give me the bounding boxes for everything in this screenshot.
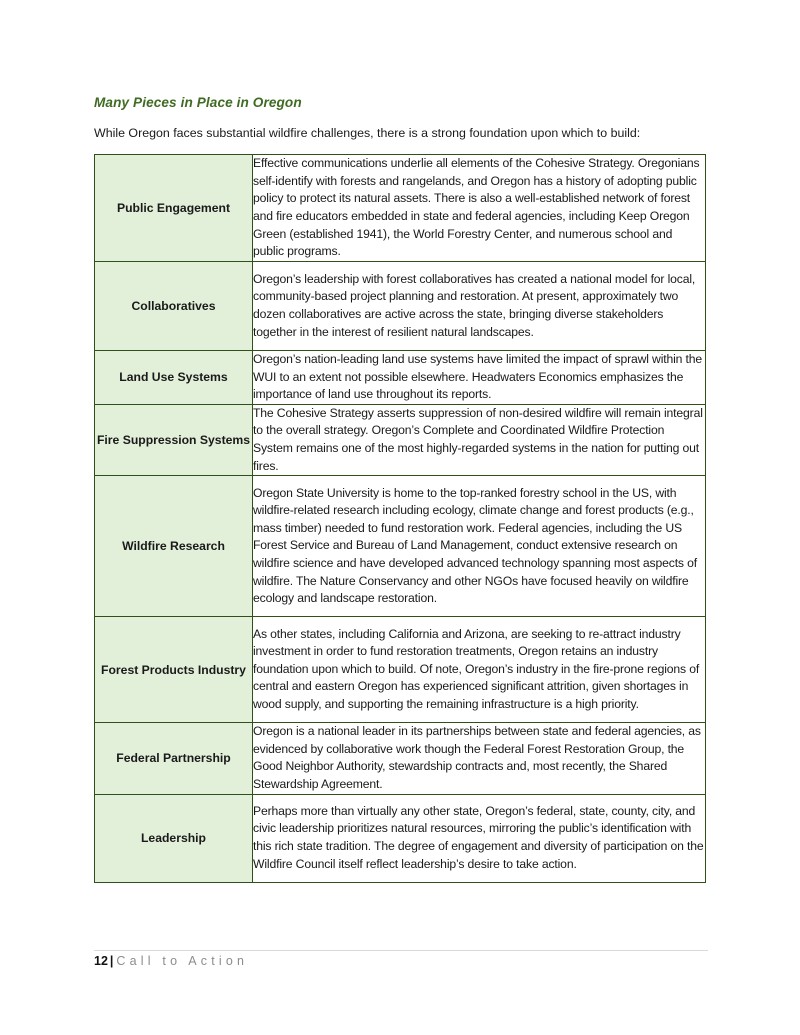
section-title: Many Pieces in Place in Oregon [94, 95, 302, 110]
row-description: The Cohesive Strategy asserts suppression of non-desired wildfire will remain integral to the overall strategy. Oregon’s Complete and Coordinated Wildfire Protection System remains one of the most highly-regarded systems in the nation for putting out fires. [253, 404, 706, 475]
page-number: 12 [94, 954, 108, 968]
row-description: Oregon’s nation-leading land use systems have limited the impact of sprawl within the WUI to an extent not possible elsewhere. Headwaters Economics emphasizes the importance of land use throughout its reports. [253, 351, 706, 405]
row-label: Land Use Systems [95, 351, 253, 405]
row-label: Public Engagement [95, 155, 253, 262]
row-label: Leadership [95, 794, 253, 882]
table-row [95, 617, 706, 723]
oregon-strengths-table [94, 154, 706, 883]
row-description: Oregon is a national leader in its partnerships between state and federal agencies, as evidenced by collaborative work though the Federal Forest Restoration Group, the Good Neighbor Authority, stewardship contracts and, most recently, the Shared Stewardship Agreement. [253, 723, 706, 794]
page-footer [94, 954, 248, 968]
row-description: Perhaps more than virtually any other state, Oregon’s federal, state, county, city, and civic leadership prioritizes natural resources, mirroring the public’s identification with this rich state tradition. The degree of engagement and diversity of participation on the Wildfire Council itself reflect leadership’s desire to take action. [253, 794, 706, 882]
row-label: Fire Suppression Systems [95, 404, 253, 475]
row-label: Wildfire Research [95, 476, 253, 617]
intro-paragraph: While Oregon faces substantial wildfire challenges, there is a strong foundation upon which to build: [94, 126, 641, 140]
footer-divider [94, 950, 708, 951]
footer-separator: | [109, 954, 114, 968]
table-row [95, 155, 706, 262]
table-row [95, 262, 706, 351]
row-label: Collaboratives [95, 262, 253, 351]
row-description: As other states, including California and Arizona, are seeking to re-attract industry investment in order to fund restoration treatments, Oregon retains an industry foundation upon which to build. Of note, Oregon’s industry in the fire-prone regions of central and eastern Oregon has experienced significant attrition, given shortages in wood supply, and supporting the remaining infrastructure is a high priority. [253, 617, 706, 723]
table-row [95, 476, 706, 617]
table-row [95, 351, 706, 405]
table-row [95, 794, 706, 882]
row-description: Oregon’s leadership with forest collaboratives has created a national model for local, community-based project planning and restoration. At present, approximately two dozen collaboratives are active across the state, bringing diverse stakeholders together in the interest of resilient natural landscapes. [253, 262, 706, 351]
row-label: Forest Products Industry [95, 617, 253, 723]
document-title: Call to Action [116, 954, 249, 968]
row-description: Oregon State University is home to the top-ranked forestry school in the US, with wildfire-related research including ecology, climate change and forest products (e.g., mass timber) needed to fund restoration work. Federal agencies, including the US Forest Service and Bureau of Land Management, conduct extensive research on wildfire science and have developed advanced technology spanning most aspects of wildfire. The Nature Conservancy and other NGOs have focused heavily on wildfire ecology and landscape restoration. [253, 476, 706, 617]
row-description: Effective communications underlie all elements of the Cohesive Strategy. Oregonians self-identify with forests and rangelands, and Oregon has a history of adopting public policy to protect its natural assets. There is also a well-established network of forest and fire educators embedded in state and federal agencies, including Keep Oregon Green (established 1941), the World Forestry Center, and numerous school and public programs. [253, 155, 706, 262]
row-label: Federal Partnership [95, 723, 253, 794]
table-row [95, 723, 706, 794]
table-row [95, 404, 706, 475]
